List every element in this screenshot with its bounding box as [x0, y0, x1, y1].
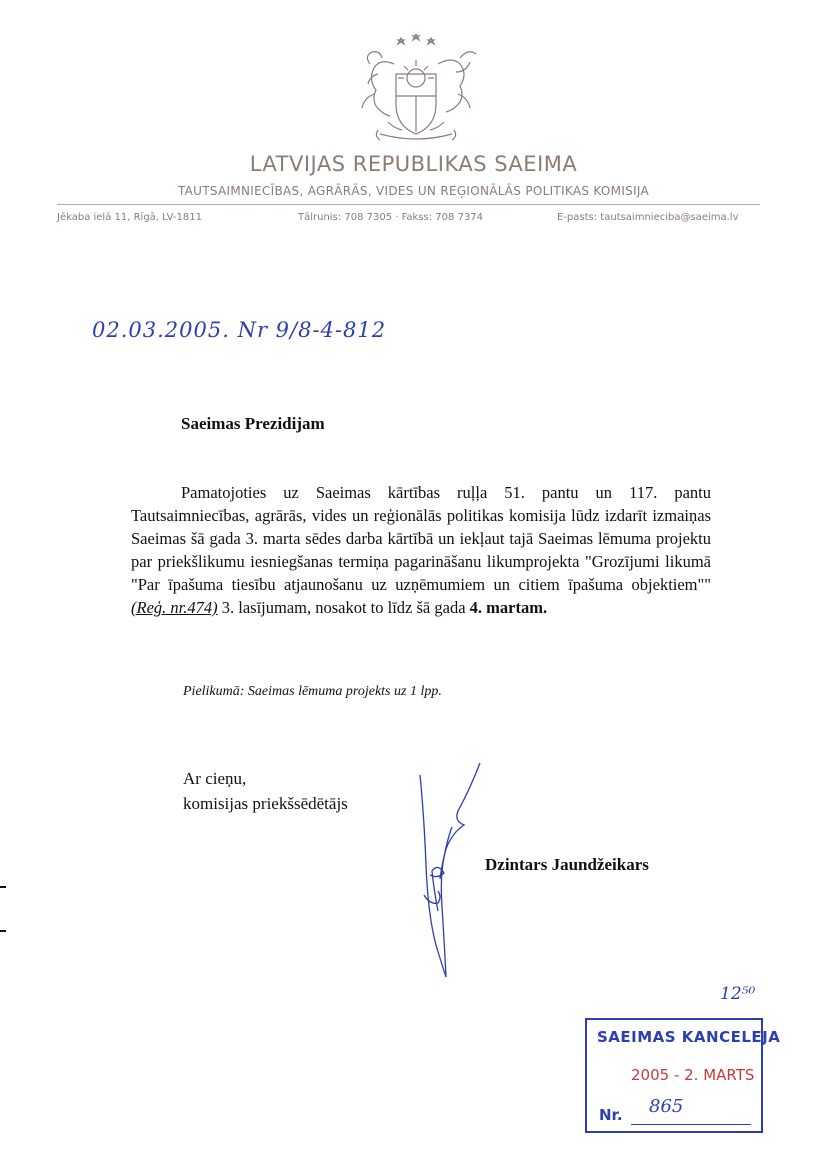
stamp-number-label: Nr.	[599, 1106, 623, 1124]
stamp-title: SAEIMAS KANCELEJA	[597, 1028, 781, 1046]
coat-of-arms-emblem	[348, 34, 484, 144]
handwritten-reference-number: 02.03.2005. Nr 9/8-4-812	[92, 318, 387, 342]
registry-stamp	[585, 1018, 781, 1133]
body-part-2: 3. lasījumam, nosakot to līdz šā gada	[221, 598, 466, 617]
stamp-date: 2005 - 2. MARTS	[631, 1066, 755, 1084]
registration-reference: (Reģ. nr.474)	[131, 598, 218, 617]
body-part-1: Pamatojoties uz Saeimas kārtības ruļļa 51. pantu un 117. pantu Tautsaimniecības, agrārās, vides un reģionālās politikas komisija lūdz izdarīt izmaiņas Saeimas šā gada 3. marta sēdes darba kārtībā un iekļaut tajā Saeimas lēmuma projektu par priekšlikumu iesniegšanas termiņa pagarināšanu likumprojekta "Grozījumi likumā "Par īpašuma tiesību atjaunošanu uz uzņēmumiem un citiem īpašuma objektiem""	[131, 483, 711, 594]
header-divider	[57, 204, 760, 205]
address-text: Jēkaba ielā 11, Rīgā, LV-1811	[57, 212, 202, 223]
addressee: Saeimas Prezidijam	[181, 414, 325, 433]
stamp-number-value: 865	[649, 1096, 684, 1117]
scan-edge-mark	[0, 886, 6, 888]
closing-block	[183, 766, 348, 816]
phone-fax-text: Tālrunis: 708 7305 · Fakss: 708 7374	[298, 212, 484, 223]
stamp-number-line	[631, 1124, 751, 1125]
email-text: E-pasts: tautsaimnieciba@saeima.lv	[557, 212, 739, 223]
letter-body	[131, 481, 711, 619]
enclosure-note: Pielikumā: Saeimas lēmuma projekts uz 1 lpp.	[183, 684, 442, 699]
closing-greeting: Ar cieņu,	[183, 769, 247, 788]
deadline-date: 4. martam.	[469, 598, 548, 617]
org-title: LATVIJAS REPUBLIKAS SAEIMA	[249, 152, 578, 176]
closing-role: komisijas priekšsēdētājs	[183, 794, 348, 813]
signer-name: Dzintars Jaundžeikars	[485, 855, 649, 874]
org-subtitle: TAUTSAIMNIECĪBAS, AGRĀRĀS, VIDES UN REĢIONĀLĀS POLITIKAS KOMISIJA	[177, 184, 650, 198]
stamp-corner-note: 12⁵⁰	[720, 984, 756, 1004]
scan-edge-mark	[0, 930, 6, 932]
